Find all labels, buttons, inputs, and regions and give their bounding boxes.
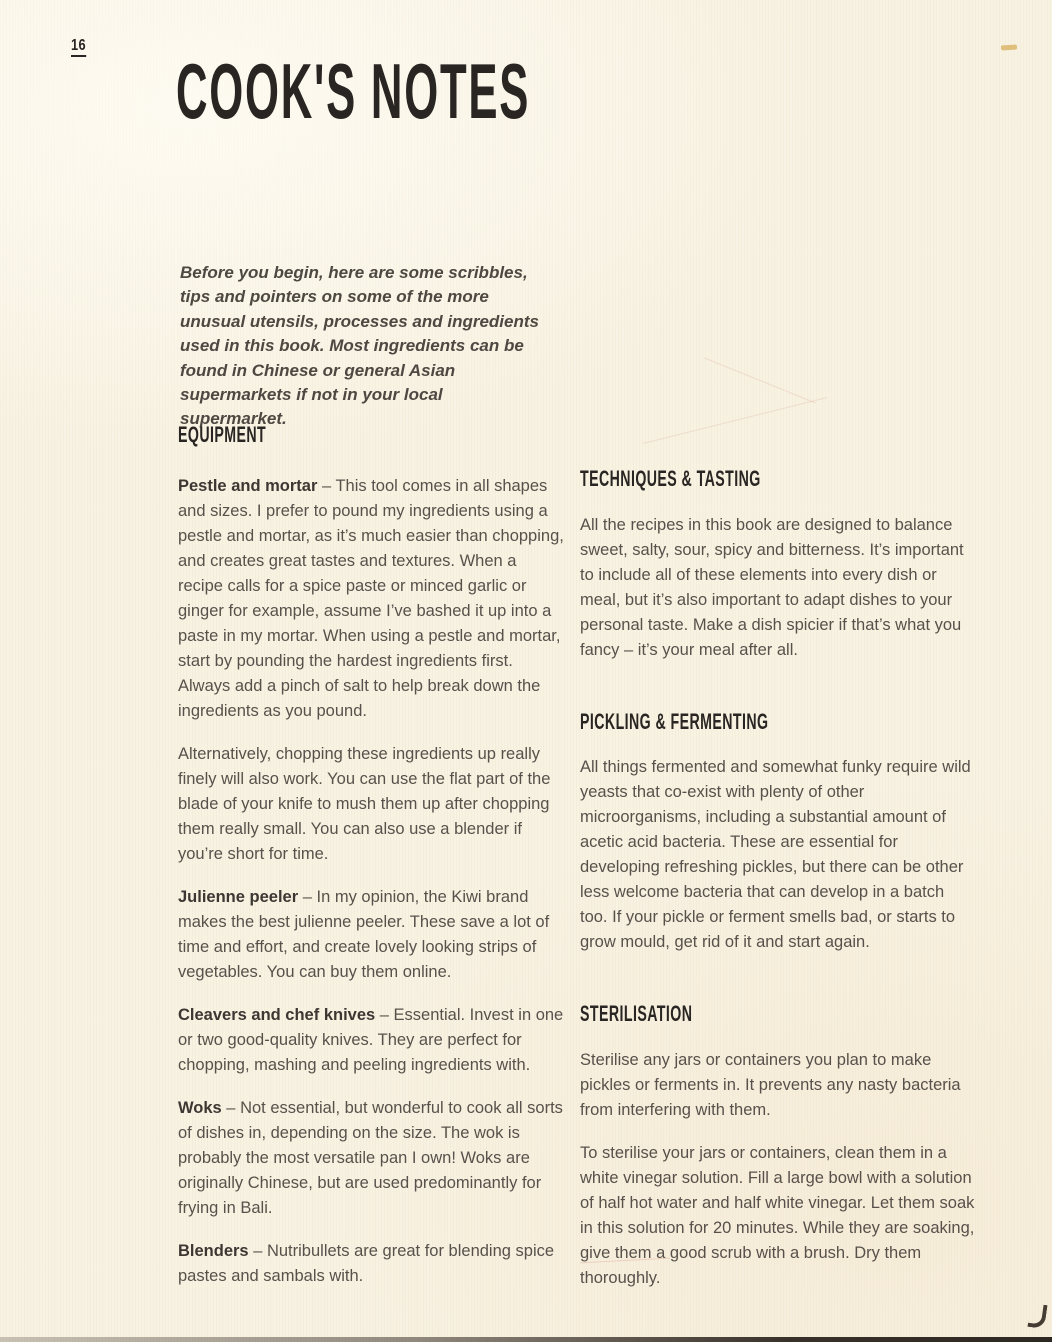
sterilisation-paragraph-1: Sterilise any jars or containers you plan to make pickles or ferments in. It prevents any nasty bacteria from interfering with them. bbox=[580, 1050, 961, 1119]
scan-artifact-scratch bbox=[643, 397, 828, 444]
entry-separator: – bbox=[248, 1241, 267, 1260]
techniques-tasting-heading: TECHNIQUES & TASTING bbox=[580, 466, 761, 491]
entry-text: Not essential, but wonderful to cook all sorts of dishes in, depending on the size. The wok is probably the most versatile pan I own! Woks are originally Chinese, but are used predominantly for frying in Bali. bbox=[178, 1098, 563, 1217]
equipment-entry-alternative-chopping bbox=[178, 742, 564, 867]
entry-text: Alternatively, chopping these ingredients up really finely will also work. You can use the flat part of the blade of your knife to mush them up after chopping them really small. You can also use a blender if you’re short for time. bbox=[178, 744, 551, 863]
section-sterilisation bbox=[580, 973, 976, 1291]
equipment-entry-blenders bbox=[178, 1239, 564, 1289]
entry-term: Pestle and mortar bbox=[178, 476, 318, 495]
pickling-fermenting-heading: PICKLING & FERMENTING bbox=[580, 708, 769, 734]
equipment-heading: EQUIPMENT bbox=[178, 422, 267, 447]
sterilisation-paragraph-2: To sterilise your jars or containers, clean them in a white vinegar solution. Fill a large bowl with a solution of half hot water and half white vinegar. Let them soak in this solution for 20 minutes. While they are soaking, give them a good scrub with a brush. Dry them thoroughly. bbox=[580, 1143, 975, 1287]
entry-separator: – bbox=[298, 887, 317, 906]
intro-text: Before you begin, here are some scribbles, tips and pointers on some of the more unusual utensils, processes and ingredients used in this book. Most ingredients can be found in Chinese or general Asian supermarkets if not in your local supermarket. bbox=[180, 263, 539, 429]
scan-artifact-scratch bbox=[704, 358, 816, 404]
entry-text: In my opinion, the Kiwi brand makes the best julienne peeler. These save a lot of time and effort, and create lovely looking strips of vegetables. You can buy them online. bbox=[178, 887, 550, 981]
page-bottom-edge-shadow bbox=[0, 1337, 1052, 1342]
section-techniques-tasting bbox=[580, 468, 976, 663]
equipment-entry-cleavers-knives bbox=[178, 1003, 564, 1078]
equipment-entry-julienne-peeler bbox=[178, 885, 564, 985]
equipment-column bbox=[178, 424, 564, 1307]
entry-term: Julienne peeler bbox=[178, 887, 299, 906]
equipment-entry-woks bbox=[178, 1096, 564, 1221]
entry-term: Woks bbox=[178, 1098, 222, 1117]
page-number: 16 bbox=[71, 38, 86, 57]
notes-column bbox=[580, 468, 976, 1309]
entry-separator: – bbox=[221, 1098, 241, 1117]
scan-artifact-tape-mark bbox=[1001, 44, 1017, 50]
entry-term: Blenders bbox=[178, 1241, 249, 1260]
pickling-fermenting-paragraph: All things fermented and somewhat funky require wild yeasts that co-exist with plenty of other microorganisms, including a substantial amount of acetic acid bacteria. These are essential for developing refreshing pickles, but there can be other less welcome bacteria that can develop in a batch too. If your pickle or ferment smells bad, or starts to grow mould, get rid of it and start again. bbox=[580, 758, 971, 951]
entry-text: Essential. Invest in one or two good-quality knives. They are perfect for chopping, mashing and peeling ingredients with. bbox=[178, 1005, 564, 1074]
entry-text: Nutribullets are great for blending spice pastes and sambals with. bbox=[178, 1241, 555, 1285]
page-curl-mark bbox=[1027, 1303, 1047, 1329]
entry-text: This tool comes in all shapes and sizes. I prefer to pound my ingredients using a pestle and mortar, as it’s much easier than chopping, and creates great tastes and textures. When a recipe calls for a spice paste or minced garlic or ginger for example, assume I’ve bashed it up into a paste in my mortar. When using a pestle and mortar, start by pounding the hardest ingredients first. Always add a pinch of salt to help break down the ingredients as you pound. bbox=[178, 476, 564, 720]
techniques-tasting-paragraph: All the recipes in this book are designed to balance sweet, salty, sour, spicy and bitterness. It’s important to include all of these elements into every dish or meal, but it’s also important to adapt dishes to your personal taste. Make a dish spicier if that’s what you fancy – it’s your meal after all. bbox=[580, 515, 964, 659]
sterilisation-heading: STERILISATION bbox=[580, 1001, 693, 1026]
section-pickling-fermenting bbox=[580, 681, 976, 956]
equipment-entry-pestle-and-mortar bbox=[178, 474, 564, 724]
entry-separator: – bbox=[317, 476, 336, 495]
entry-term: Cleavers and chef knives bbox=[178, 1005, 376, 1024]
page-title: COOK'S NOTES bbox=[176, 47, 531, 135]
entry-separator: – bbox=[375, 1005, 394, 1024]
